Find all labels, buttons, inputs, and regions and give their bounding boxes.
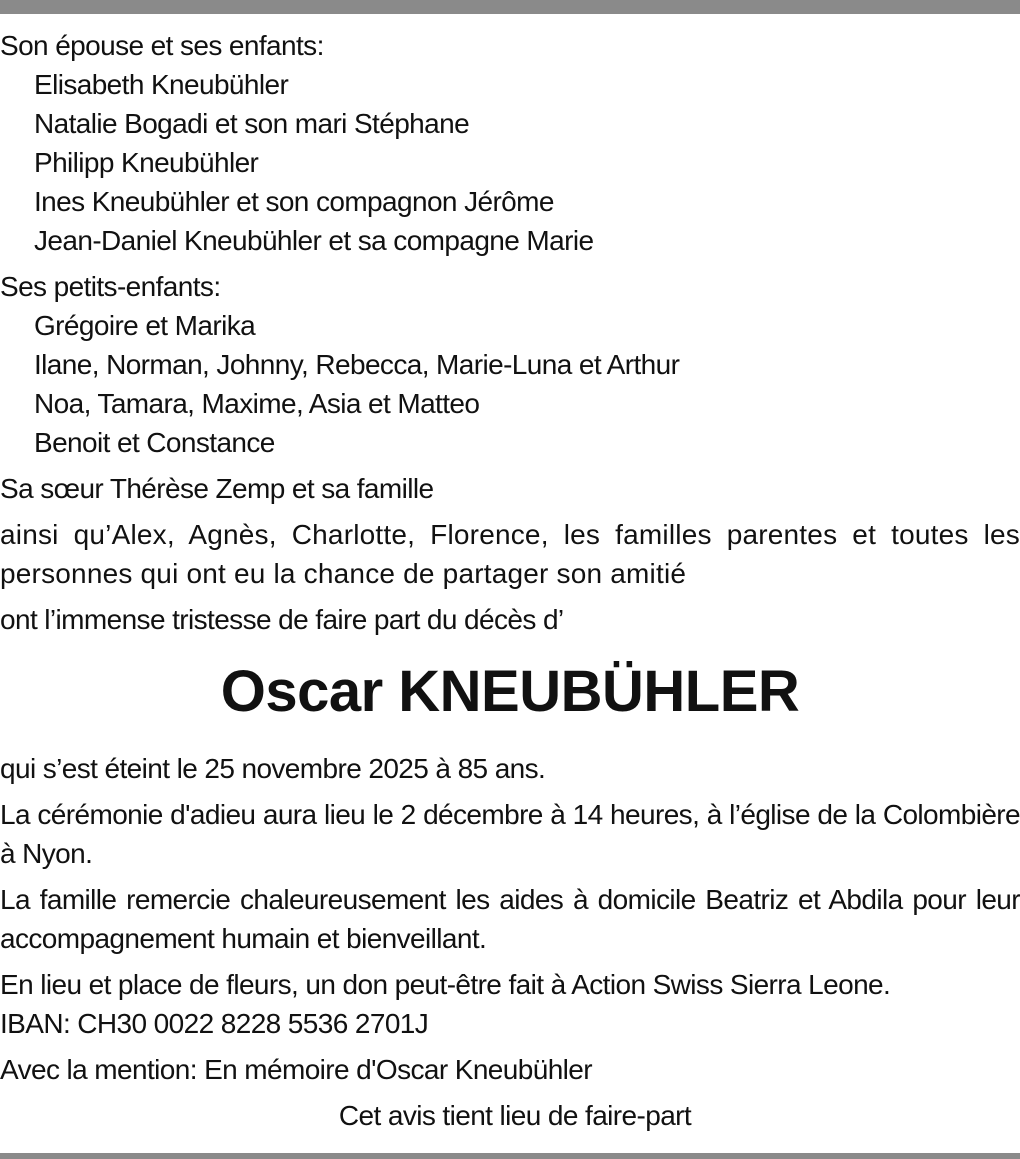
announcement-line: ont l’immense tristesse de faire part du décès d’	[0, 604, 564, 635]
grandchildren-heading: Ses petits-enfants:	[0, 271, 221, 302]
ceremony-paragraph: La cérémonie d'adieu aura lieu le 2 décembre à 14 heures, à l’église de la Colombière à Nyon.	[0, 799, 1020, 869]
family-member: Jean-Daniel Kneubühler et sa compagne Marie	[34, 225, 594, 256]
bottom-rule	[0, 1153, 1020, 1159]
obituary-notice	[0, 26, 1020, 1135]
family-member: Elisabeth Kneubühler	[34, 69, 289, 100]
iban-text: IBAN: CH30 0022 8228 5536 2701J	[0, 1008, 429, 1039]
death-line: qui s’est éteint le 25 novembre 2025 à 85 ans.	[0, 753, 546, 784]
spouse-children-heading: Son épouse et ses enfants:	[0, 30, 324, 61]
thanks-paragraph: La famille remercie chaleureusement les aides à domicile Beatriz et Abdila pour leur accompagnement humain et bienveillant.	[0, 884, 1020, 954]
donation-text: En lieu et place de fleurs, un don peut-être fait à Action Swiss Sierra Leone.	[0, 969, 891, 1000]
sister-line: Sa sœur Thérèse Zemp et sa famille	[0, 473, 434, 504]
grandchildren-line: Ilane, Norman, Johnny, Rebecca, Marie-Luna et Arthur	[34, 349, 680, 380]
donation-paragraph	[0, 965, 1020, 1043]
family-member: Philipp Kneubühler	[34, 147, 259, 178]
family-member: Natalie Bogadi et son mari Stéphane	[34, 108, 470, 139]
mention-line: Avec la mention: En mémoire d'Oscar Kneubühler	[0, 1054, 592, 1085]
grandchildren-line: Benoit et Constance	[34, 427, 275, 458]
grandchildren-line: Grégoire et Marika	[34, 310, 256, 341]
grandchildren-line: Noa, Tamara, Maxime, Asia et Matteo	[34, 388, 480, 419]
family-member: Ines Kneubühler et son compagnon Jérôme	[34, 186, 554, 217]
others-paragraph: ainsi qu’Alex, Agnès, Charlotte, Florence, les familles parentes et toutes les personnes qui ont eu la chance de partager son amitié	[0, 519, 1020, 589]
top-rule	[0, 0, 1020, 14]
deceased-name: Oscar KNEUBÜHLER	[220, 659, 800, 724]
closing-line: Cet avis tient lieu de faire-part	[338, 1100, 692, 1131]
